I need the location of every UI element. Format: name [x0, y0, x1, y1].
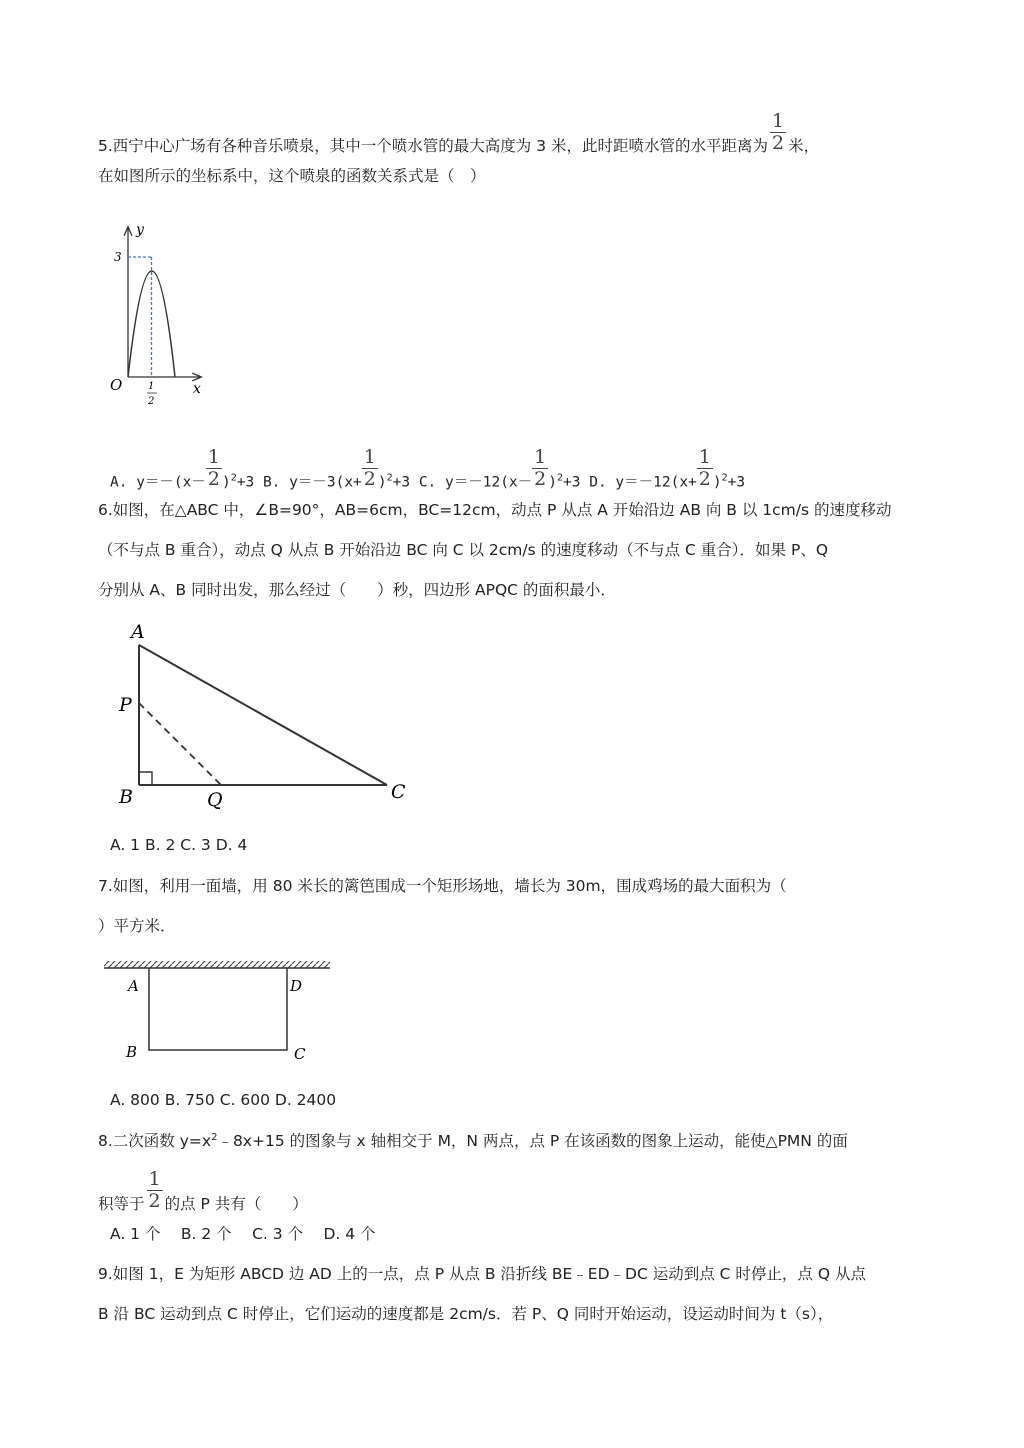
q7-rectangle-figure [100, 958, 340, 1068]
q5-line1: 5.西宁中心广场有各种音乐喷泉，其中一个喷水管的最大高度为 3 米，此时距喷水管的水平距离为 $\frac{1}{2}$ 米， [98, 110, 820, 155]
label-d: D [290, 977, 303, 995]
q8-line1: 8.二次函数 $y=x^2﹣8x+15$ 的图象与 x 轴相交于 M，N 两点，点 P 在该函数的图象上运动，能使△PMN 的面 [98, 1131, 848, 1150]
label-p: P [119, 694, 132, 716]
label-b: B [119, 786, 133, 808]
q6-line3: 分别从 A、B 同时出发，那么经过（ ）秒，四边形 APQC 的面积最小． [98, 581, 616, 599]
q5-parabola-figure [100, 220, 220, 420]
q6-triangle-figure [115, 620, 415, 810]
right-angle-mark [139, 772, 152, 785]
y-axis-label: y [136, 222, 144, 238]
origin-label: O [110, 376, 123, 394]
x-axis-label: x [193, 381, 201, 397]
label-a: A [131, 621, 145, 643]
q5-line2: 在如图所示的坐标系中，这个喷泉的函数关系式是（ ） [98, 167, 486, 185]
q8-options: A. 1 个 B. 2 个 C. 3 个 D. 4 个 [110, 1225, 376, 1243]
q6-line2: （不与点 B 重合），动点 Q 从点 B 开始沿边 BC 向 C 以 2cm/s 的速度移动（不与点 C 重合）．如果 P、Q [98, 541, 829, 559]
q7-line1: 7.如图，利用一面墙，用 80 米长的篱笆围成一个矩形场地，墙长为 30m，围成鸡场的最大面积为（ [98, 877, 787, 895]
q5-options: A. y＝－(x－ $\frac{1}{2}$ )$^2$+3 B. y＝－3(x+ $\frac{1}{2}$ )$^2$+3 C. y＝－12(x－ $\frac{1}{2}$ )$^2$+3 D. y＝－12(x+ $\frac{1}{2}$ )$^2$+3 [110, 446, 746, 491]
fence-rectangle [149, 968, 287, 1050]
x-half-den: 2 [148, 396, 155, 407]
q6-options: A. 1 B. 2 C. 3 D. 4 [110, 836, 248, 854]
half-fraction: $\frac{1}{2}$ [148, 1168, 161, 1212]
label-q: Q [207, 789, 223, 811]
label-b: B [126, 1043, 138, 1061]
q7-options: A. 800 B. 750 C. 600 D. 2400 [110, 1091, 337, 1109]
q8-line2: 积等于 $\frac{1}{2}$ 的点 P 共有（ ） [98, 1168, 308, 1213]
q9-line1: 9.如图 1，E 为矩形 ABCD 边 AD 上的一点，点 P 从点 B 沿折线 BE﹣ED﹣DC 运动到点 C 时停止，点 Q 从点 [98, 1265, 866, 1283]
half-fraction: $\frac{1}{2}$ [772, 110, 785, 154]
label-c: C [391, 781, 406, 803]
q9-line2: B 沿 BC 运动到点 C 时停止，它们运动的速度都是 2cm/s．若 P、Q 同时开始运动，设运动时间为 t（s）， [98, 1305, 834, 1323]
x-half-num: 1 [148, 381, 155, 392]
q6-line1: 6.如图，在△ABC 中，∠B=90°，AB=6cm，BC=12cm，动点 P 从点 A 开始沿边 AB 向 B 以 1cm/s 的速度移动 [98, 501, 892, 519]
q7-line2: ）平方米． [98, 917, 176, 935]
label-a: A [128, 977, 139, 995]
side-ac [139, 645, 387, 785]
wall-hatching [104, 961, 330, 968]
label-c: C [294, 1045, 306, 1063]
y-value-3: 3 [114, 250, 122, 264]
